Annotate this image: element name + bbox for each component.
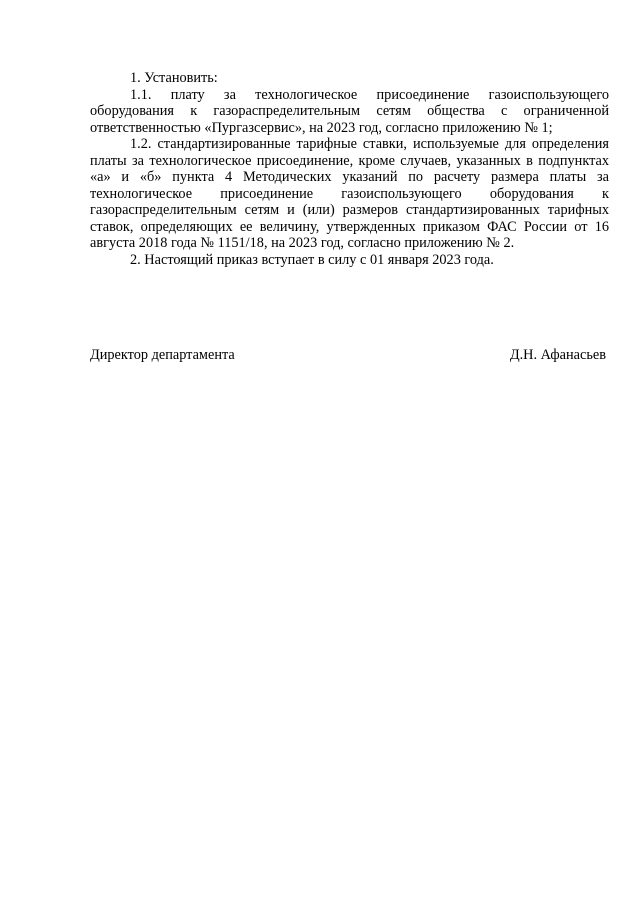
document-body (90, 70, 609, 268)
signature-block (90, 347, 606, 364)
signatory-position: Директор департамента (90, 347, 235, 363)
paragraph-establish: 1. Установить: (130, 70, 218, 86)
paragraph-tariff-rates: 1.2. стандартизированные тарифные ставки, используемые для определения платы за технологическое присоединение, кроме случаев, указанных в подпунктах «а» и «б» пункта 4 Методических указаний по расчету размера платы за технологическое присоединение газоиспользующего оборудования к газораспределительным сетям и (или) размеров стандартизированных тарифных ставок, определяющих ее величину, утвержденных приказом ФАС России от 16 августа 2018 года № 1151/18, на 2023 год, согласно приложению № 2. (90, 136, 609, 251)
paragraph-effective-date: 2. Настоящий приказ вступает в силу с 01 января 2023 года. (130, 251, 494, 268)
paragraph-connection-fee: 1.1. плату за технологическое присоединение газоиспользующего оборудования к газораспределительным сетям общества с ограниченной ответственностью «Пургазсервис», на 2023 год, согласно приложению № 1; (90, 86, 609, 136)
signatory-name: Д.Н. Афанасьев (509, 347, 606, 363)
